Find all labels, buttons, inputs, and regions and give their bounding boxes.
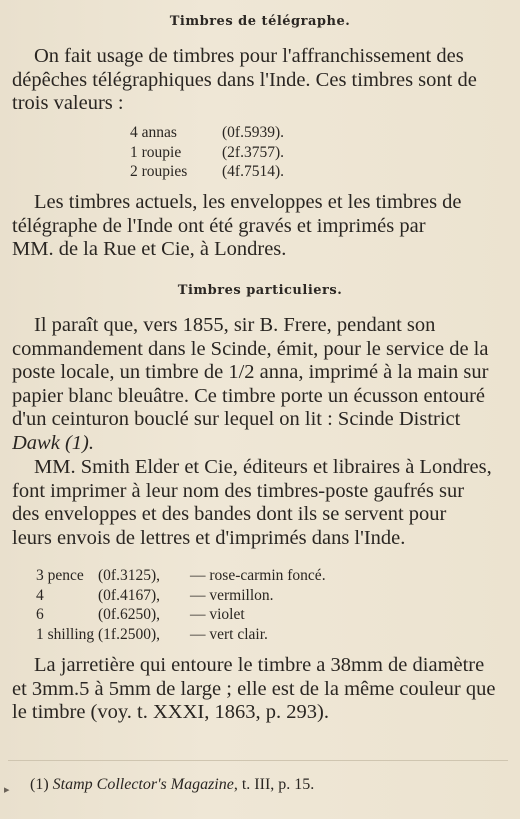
- text-line: Les timbres actuels, les enveloppes et les timbres de: [34, 191, 462, 213]
- text-line: poste locale, un timbre de 1/2 anna, imprimé à la main sur: [12, 361, 489, 383]
- paragraph-telegraph-printing: [12, 191, 510, 262]
- franc-value: (4f.7514).: [222, 163, 284, 180]
- franc-value: (0f.4167),: [98, 586, 160, 604]
- color-label: — violet: [190, 606, 245, 623]
- franc-value: (1f.2500),: [98, 625, 160, 643]
- value-label: 4: [36, 586, 44, 604]
- value-label: 4 annas: [130, 124, 177, 141]
- list-item: [36, 566, 326, 586]
- text-line: MM. Smith Elder et Cie, éditeurs et libraires à Londres,: [34, 456, 492, 478]
- value-label: 6: [36, 606, 44, 623]
- margin-arrow-icon: ▸: [4, 783, 10, 796]
- franc-value: (0f.6250),: [98, 606, 160, 623]
- text-line: MM. de la Rue et Cie, à Londres.: [12, 238, 287, 260]
- text-line: des enveloppes et des bandes dont ils se servent pour: [12, 503, 447, 525]
- text-line: dépêches télégraphiques dans l'Inde. Ces timbres sont de: [12, 68, 477, 91]
- footnote: [30, 776, 510, 794]
- list-item: [130, 123, 284, 143]
- section-title-telegraph: Timbres de télégraphe.: [169, 14, 351, 29]
- list-item: [36, 586, 326, 606]
- franc-value: (0f.3125),: [98, 567, 160, 584]
- value-label: 3 pence: [36, 567, 84, 584]
- text-line: Il paraît que, vers 1855, sir B. Frere, pendant son: [34, 314, 436, 336]
- text-line: trois valeurs :: [12, 92, 124, 114]
- price-list: [36, 566, 326, 644]
- color-label: — rose-carmin foncé.: [190, 567, 326, 584]
- text-line: télégraphe de l'Inde ont été gravés et imprimés par: [12, 214, 426, 237]
- color-label: — vermillon.: [190, 586, 274, 604]
- text-line: font imprimer à leur nom des timbres-poste gaufrés sur: [12, 479, 465, 502]
- paragraph-telegraph-intro: [12, 45, 510, 116]
- value-label: 2 roupies: [130, 163, 188, 180]
- value-label: 1 shilling: [36, 625, 95, 643]
- text-line: On fait usage de timbres pour l'affranchissement des: [34, 45, 464, 67]
- paragraph-jarretiere: [12, 654, 510, 725]
- text-line: leurs envois de lettres et d'imprimés dans l'Inde.: [12, 526, 406, 549]
- franc-value: (0f.5939).: [222, 124, 284, 141]
- list-item: [36, 605, 326, 625]
- list-item: [130, 143, 284, 163]
- text-line: et 3mm.5 à 5mm de large ; elle est de la même couleur que: [12, 677, 496, 700]
- section-title-private: Timbres particuliers.: [177, 283, 343, 298]
- telegraph-values-list: [130, 123, 284, 182]
- text-line: d'un ceinturon bouclé sur lequel on lit : Scinde District: [12, 408, 461, 430]
- list-item: [36, 625, 326, 645]
- text-line: le timbre (voy. t. XXXI, 1863, p. 293).: [12, 701, 329, 723]
- paragraph-smith-elder: [12, 456, 510, 550]
- text-line: papier blanc bleuâtre. Ce timbre porte un écusson entouré: [12, 384, 486, 407]
- text-line: commandement dans le Scinde, émit, pour le service de la: [12, 337, 489, 360]
- footnote-reference: , t. III, p. 15.: [233, 776, 315, 793]
- list-item: [130, 162, 284, 182]
- paragraph-scinde: [12, 314, 510, 455]
- footnote-source: Stamp Collector's Magazine: [52, 776, 234, 793]
- footnote-marker: (1): [30, 776, 49, 793]
- footnote-divider: [8, 760, 508, 761]
- text-line: Dawk (1).: [12, 431, 94, 454]
- value-label: 1 roupie: [130, 143, 182, 161]
- franc-value: (2f.3757).: [222, 143, 284, 161]
- text-line: La jarretière qui entoure le timbre a 38mm de diamètre: [34, 654, 485, 676]
- color-label: — vert clair.: [190, 625, 268, 643]
